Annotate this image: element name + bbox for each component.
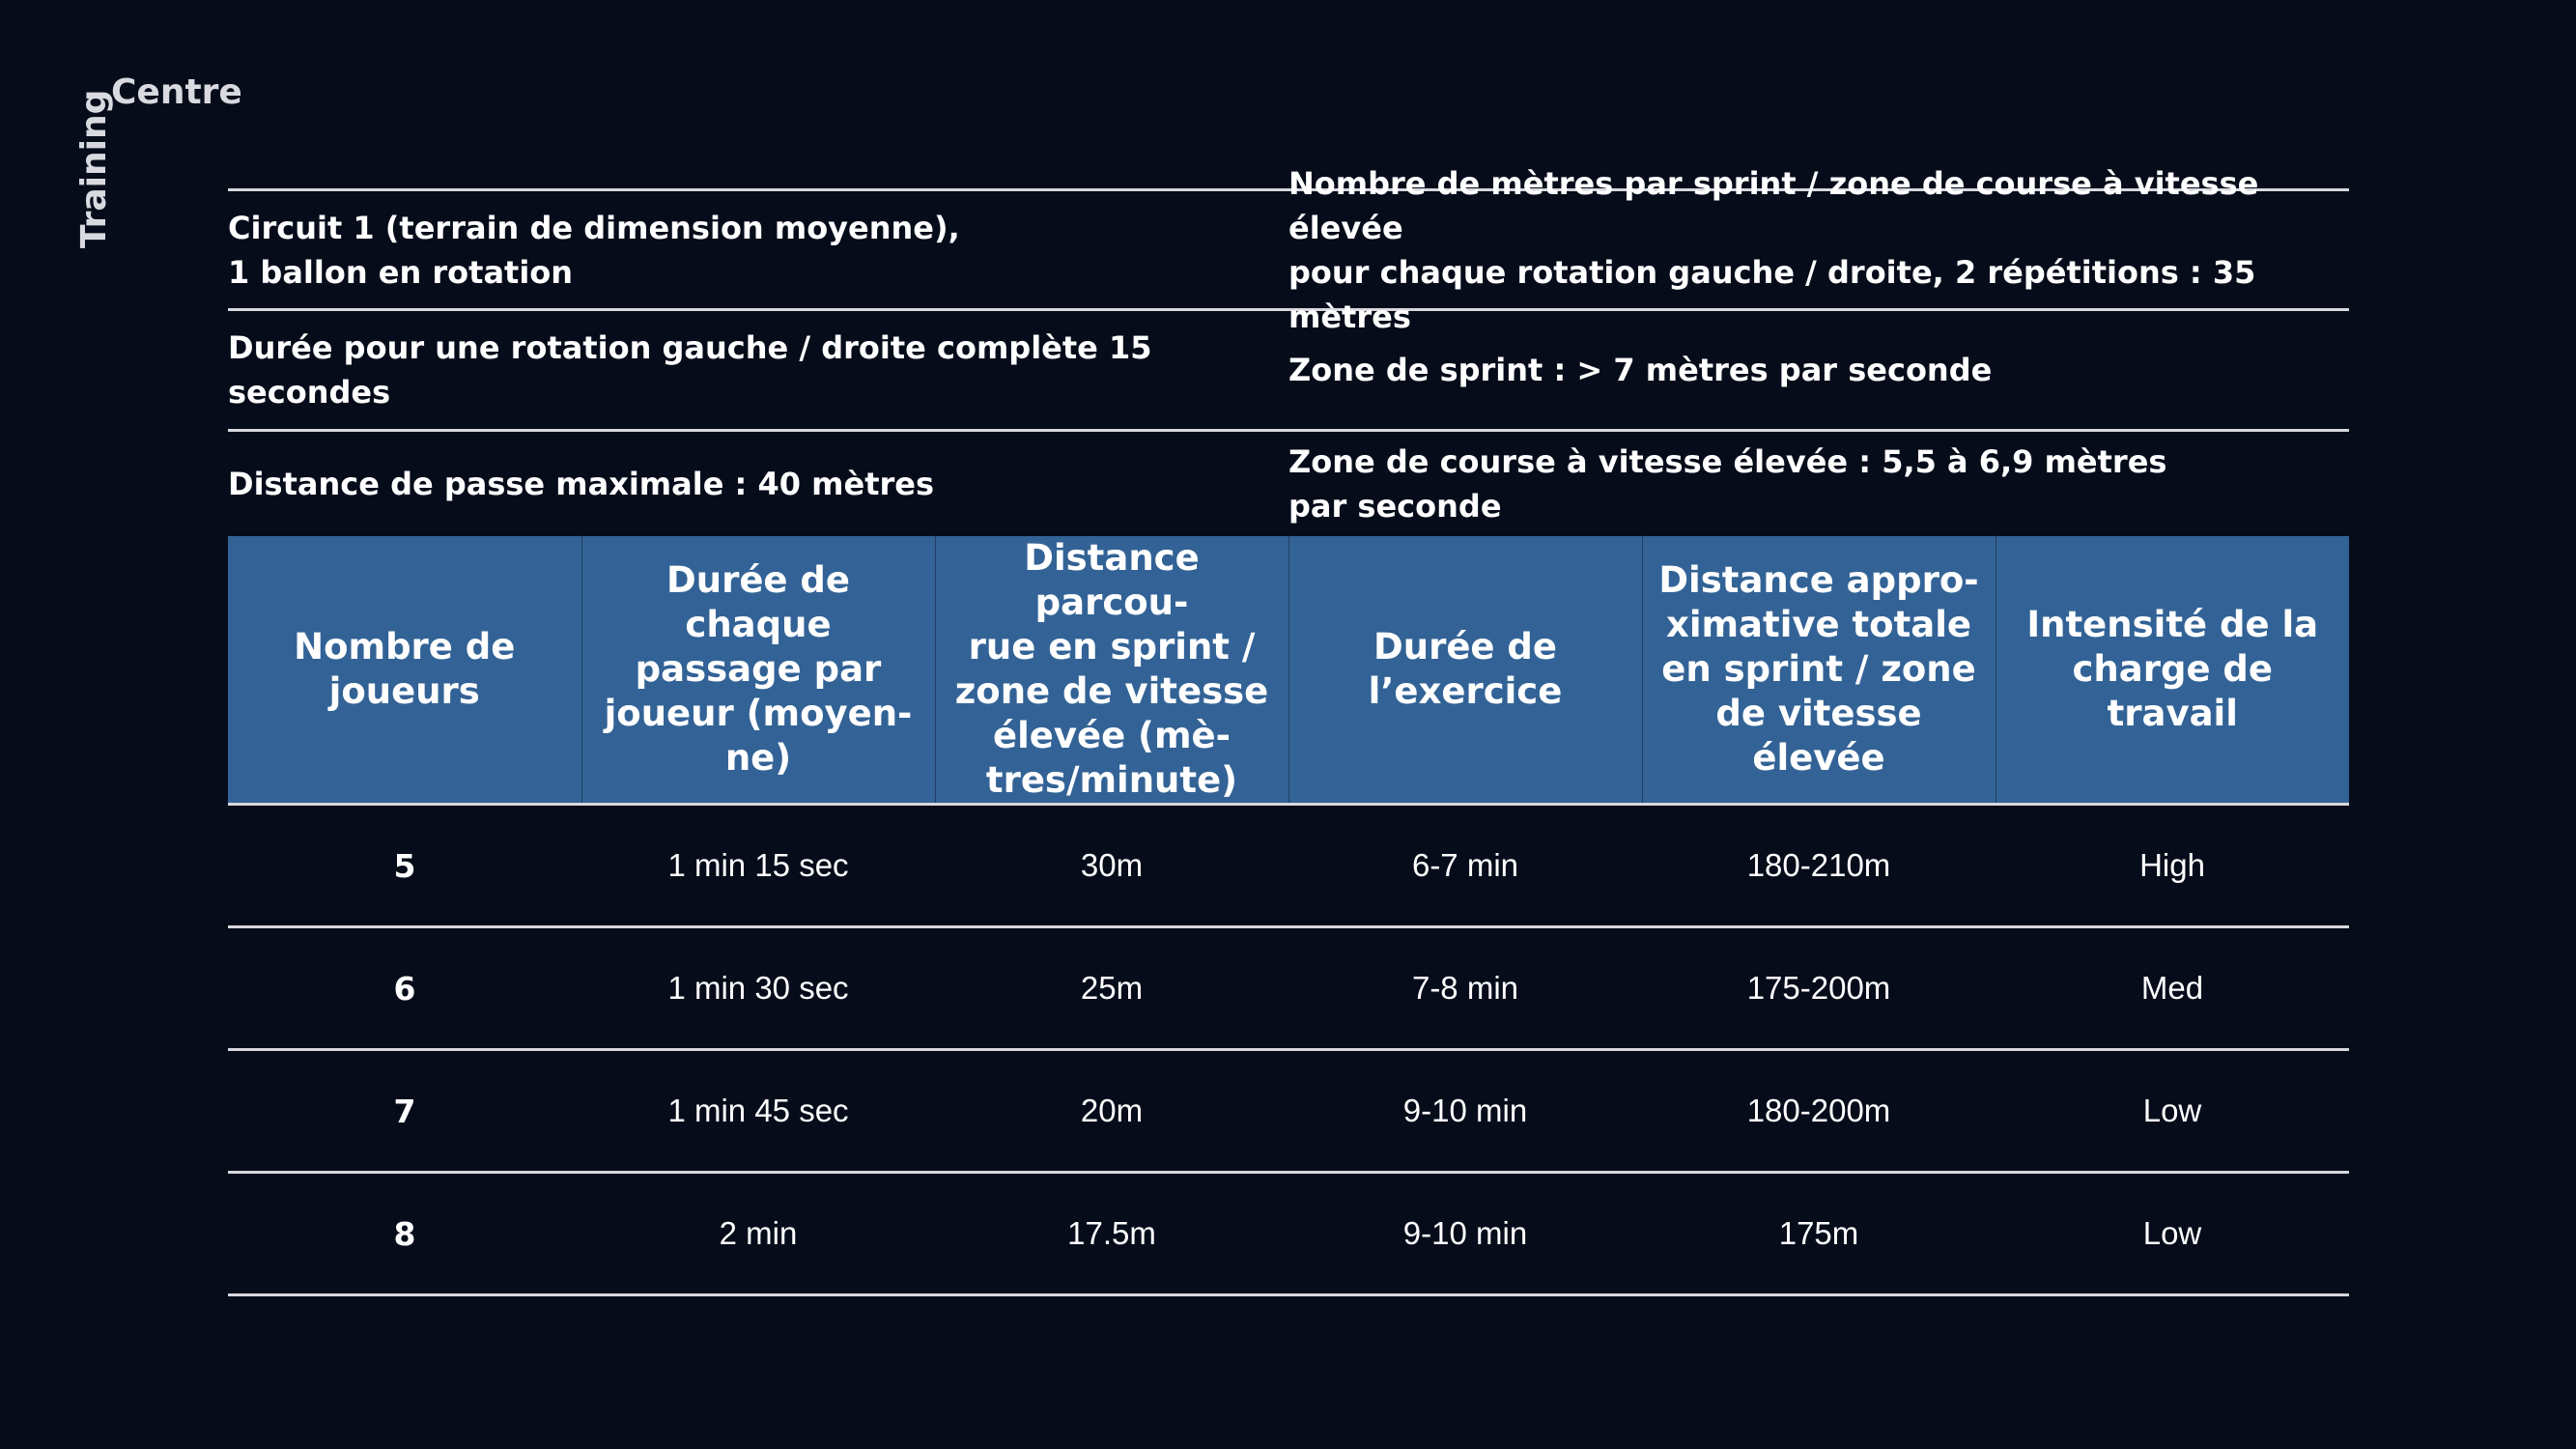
header-exercise-duration: [1288, 536, 1642, 805]
table-row: [228, 927, 2349, 1050]
info-line: Distance de passe maximale : 40 mètres: [228, 466, 935, 502]
header-line: Nombre de: [294, 626, 516, 668]
cell-players: 8: [228, 1173, 581, 1295]
cell-exercise-duration: 6-7 min: [1288, 805, 1642, 927]
cell-players: 6: [228, 927, 581, 1050]
circuit-info: [228, 164, 2349, 536]
info-right: [1288, 348, 2349, 392]
cell-sprint-distance: 20m: [935, 1050, 1288, 1173]
table-row: [228, 1050, 2349, 1173]
drill-table: [228, 536, 2349, 1296]
cell-players: 7: [228, 1050, 581, 1173]
cell-total-distance: 175-200m: [1642, 927, 1996, 1050]
cell-sprint-distance: 17.5m: [935, 1173, 1288, 1295]
cell-total-distance: 175m: [1642, 1173, 1996, 1295]
table-header-row: [228, 536, 2349, 805]
content-area: [228, 164, 2349, 1296]
header-total-distance: [1642, 536, 1996, 805]
header-sprint-distance: [935, 536, 1288, 805]
cell-exercise-duration: 7-8 min: [1288, 927, 1642, 1050]
info-line: Durée pour une rotation gauche / droite complète 15 secondes: [228, 329, 1152, 411]
cell-exercise-duration: 9-10 min: [1288, 1173, 1642, 1295]
info-right: [1288, 161, 2349, 339]
cell-intensity: Low: [1996, 1173, 2349, 1295]
header-line: charge de travail: [2072, 648, 2274, 734]
cell-pass-duration: 1 min 45 sec: [581, 1050, 935, 1173]
info-row: [228, 164, 2349, 335]
header-line: ne): [724, 737, 792, 779]
header-line: élevée (mè-: [993, 715, 1231, 756]
header-intensity: [1996, 536, 2349, 805]
header-line: Distance appro-: [1658, 559, 1979, 601]
info-left: [228, 326, 1288, 414]
info-right: [1288, 440, 2349, 528]
header-line: passage par: [635, 648, 882, 690]
header-line: Durée de: [1373, 626, 1557, 668]
header-line: Distance parcou-: [1024, 537, 1200, 623]
table-row: [228, 805, 2349, 927]
info-row: [228, 432, 2349, 536]
header-line: Durée de chaque: [666, 559, 850, 645]
cell-sprint-distance: 30m: [935, 805, 1288, 927]
cell-intensity: High: [1996, 805, 2349, 927]
header-line: l’exercice: [1368, 670, 1563, 712]
table-row: [228, 1173, 2349, 1295]
header-line: en sprint / zone: [1661, 648, 1976, 690]
cell-total-distance: 180-200m: [1642, 1050, 1996, 1173]
header-line: zone de vitesse: [954, 670, 1269, 712]
info-line: Zone de sprint : > 7 mètres par seconde: [1288, 352, 1993, 388]
info-left: [228, 206, 1288, 295]
header-line: joueur (moyen-: [604, 693, 913, 734]
cell-pass-duration: 1 min 30 sec: [581, 927, 935, 1050]
cell-total-distance: 180-210m: [1642, 805, 1996, 927]
logo-text-centre: Centre: [111, 72, 242, 112]
info-line: par seconde: [1288, 488, 1502, 525]
header-pass-duration: [581, 536, 935, 805]
cell-intensity: Low: [1996, 1050, 2349, 1173]
header-line: Intensité de la: [2026, 604, 2319, 645]
header-players: [228, 536, 581, 805]
info-line: 1 ballon en rotation: [228, 253, 574, 291]
cell-pass-duration: 2 min: [581, 1173, 935, 1295]
cell-pass-duration: 1 min 15 sec: [581, 805, 935, 927]
info-line: Nombre de mètres par sprint / zone de course à vitesse élevée: [1288, 164, 2259, 246]
info-line: Zone de course à vitesse élevée : 5,5 à 6,9 mètres: [1288, 443, 2167, 480]
cell-players: 5: [228, 805, 581, 927]
header-line: ximative totale: [1665, 604, 1972, 645]
logo-text-training: Training: [74, 89, 114, 248]
info-line: Circuit 1 (terrain de dimension moyenne),: [228, 209, 960, 246]
header-line: de vitesse élevée: [1715, 693, 1922, 779]
cell-intensity: Med: [1996, 927, 2349, 1050]
cell-sprint-distance: 25m: [935, 927, 1288, 1050]
cell-exercise-duration: 9-10 min: [1288, 1050, 1642, 1173]
header-line: tres/minute): [985, 759, 1238, 801]
header-line: rue en sprint /: [968, 626, 1256, 668]
info-left: [228, 462, 1288, 506]
header-line: joueurs: [328, 670, 480, 712]
info-line: pour chaque rotation gauche / droite, 2 répétitions : 35 mètres: [1288, 253, 2256, 335]
